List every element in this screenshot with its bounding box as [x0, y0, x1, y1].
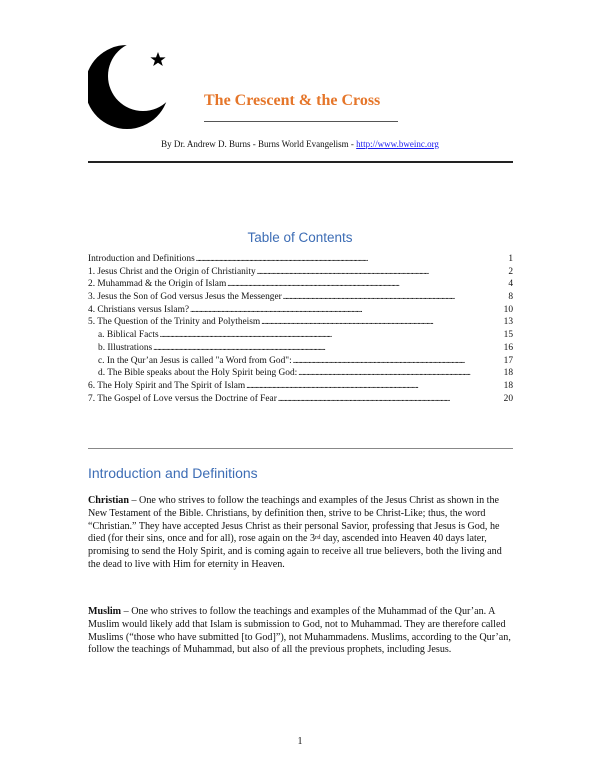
- toc-leader: [153, 341, 502, 354]
- byline: [0, 139, 600, 149]
- toc-page-number: 15: [503, 330, 513, 341]
- title-underline: [204, 121, 398, 122]
- toc-leader: [227, 277, 507, 290]
- toc-page-number: 17: [503, 355, 513, 366]
- section-divider: [88, 448, 513, 449]
- definition-text: – One who strives to follow the teachings and examples of the Jesus Christ as shown in the New Testament of the Bible. Christians, by definition then, strive to be Christ-Like; thus, the word “Christian.” They have accepted Jesus Christ as their personal Savior, professing that Jesus is God, he died (for their sins, once and for all), rose again on the 3: [88, 495, 500, 545]
- definition-text-continued: day, ascended into Heaven 40 days later, promising to send the Holy Spirit, and is coming again to receive all true believers, both the living and the dead to live with Him for eternity in Heaven.: [88, 533, 502, 570]
- toc-leader: [257, 265, 508, 278]
- toc-page-number: 1: [508, 254, 513, 264]
- definition-christian: [88, 495, 516, 572]
- toc-entry-label: 7. The Gospel of Love versus the Doctrine of Fear: [88, 393, 277, 404]
- toc-entry-label: 4. Christians versus Islam?: [88, 304, 190, 315]
- document-title: The Crescent & the Cross: [204, 92, 381, 109]
- toc-subentry[interactable]: [88, 341, 513, 354]
- toc-page-number: 16: [503, 342, 513, 353]
- toc-entry-label: 5. The Question of the Trinity and Polytheism: [88, 317, 261, 328]
- term-muslim: Muslim: [88, 606, 122, 617]
- toc-entry[interactable]: [88, 315, 513, 328]
- toc-entry[interactable]: [88, 265, 513, 278]
- superscript-ordinal: rd: [315, 534, 321, 542]
- section-heading: Introduction and Definitions: [88, 465, 258, 481]
- website-link[interactable]: http://www.bweinc.org: [356, 139, 439, 149]
- toc-entry[interactable]: [88, 252, 513, 265]
- toc-page-number: 18: [503, 380, 513, 391]
- toc-leader: [293, 354, 503, 367]
- toc-leader: [190, 303, 503, 316]
- toc-entry-label: 3. Jesus the Son of God versus Jesus the Messenger: [88, 292, 282, 303]
- toc-entry-label: 2. Muhammad & the Origin of Islam: [88, 279, 227, 290]
- toc-leader: [246, 379, 502, 392]
- toc-page-number: 4: [508, 279, 513, 290]
- term-christian: Christian: [88, 495, 129, 506]
- toc-entry-label: 1. Jesus Christ and the Origin of Christianity: [88, 266, 256, 277]
- definition-muslim: [88, 606, 516, 657]
- toc-entry[interactable]: [88, 392, 513, 405]
- toc-subentry[interactable]: [88, 328, 513, 341]
- toc-entry-label: d. The Bible speaks about the Holy Spirit being God:: [98, 368, 298, 379]
- toc-page-number: 20: [503, 393, 513, 404]
- toc-entry-label: Introduction and Definitions: [88, 254, 195, 264]
- toc-entry[interactable]: [88, 379, 513, 392]
- header-divider: [88, 161, 513, 163]
- toc-page-number: 18: [503, 368, 513, 379]
- toc-subentry[interactable]: [88, 366, 513, 379]
- definition-text: – One who strives to follow the teachings and examples of the Muhammad of the Qur’an. A Muslim would likely add that Islam is submission to God, not to Muhammad. They are therefore called Muslims (“those who have submitted [to God]”), not Muhammadens. Muslims, according to the Qur’an, follow the teachings of Muhammad, but also of all the previous prophets, including Jesus.: [88, 606, 511, 656]
- toc-leader: [298, 366, 502, 379]
- toc-subentry[interactable]: [88, 354, 513, 367]
- toc-entry-label: 6. The Holy Spirit and The Spirit of Islam: [88, 380, 246, 391]
- toc-page-number: 2: [508, 266, 513, 277]
- page-number: 1: [297, 736, 303, 747]
- table-of-contents: [88, 252, 513, 404]
- toc-entry[interactable]: [88, 290, 513, 303]
- toc-heading: Table of Contents: [247, 230, 353, 245]
- toc-leader: [160, 328, 503, 341]
- byline-text: By Dr. Andrew D. Burns - Burns World Evangelism -: [161, 139, 357, 149]
- toc-entry-label: a. Biblical Facts: [98, 330, 159, 341]
- toc-leader: [283, 290, 508, 303]
- toc-leader: [196, 252, 508, 265]
- toc-leader: [278, 392, 503, 405]
- toc-page-number: 8: [508, 292, 513, 303]
- toc-entry-label: c. In the Qur’an Jesus is called "a Word from God":: [98, 355, 292, 366]
- toc-page-number: 13: [503, 317, 513, 328]
- toc-page-number: 10: [503, 304, 513, 315]
- toc-entry-label: b. Illustrations: [98, 342, 153, 353]
- toc-entry[interactable]: [88, 277, 513, 290]
- toc-leader: [261, 315, 502, 328]
- toc-entry[interactable]: [88, 303, 513, 316]
- crescent-and-star-icon: [88, 40, 180, 132]
